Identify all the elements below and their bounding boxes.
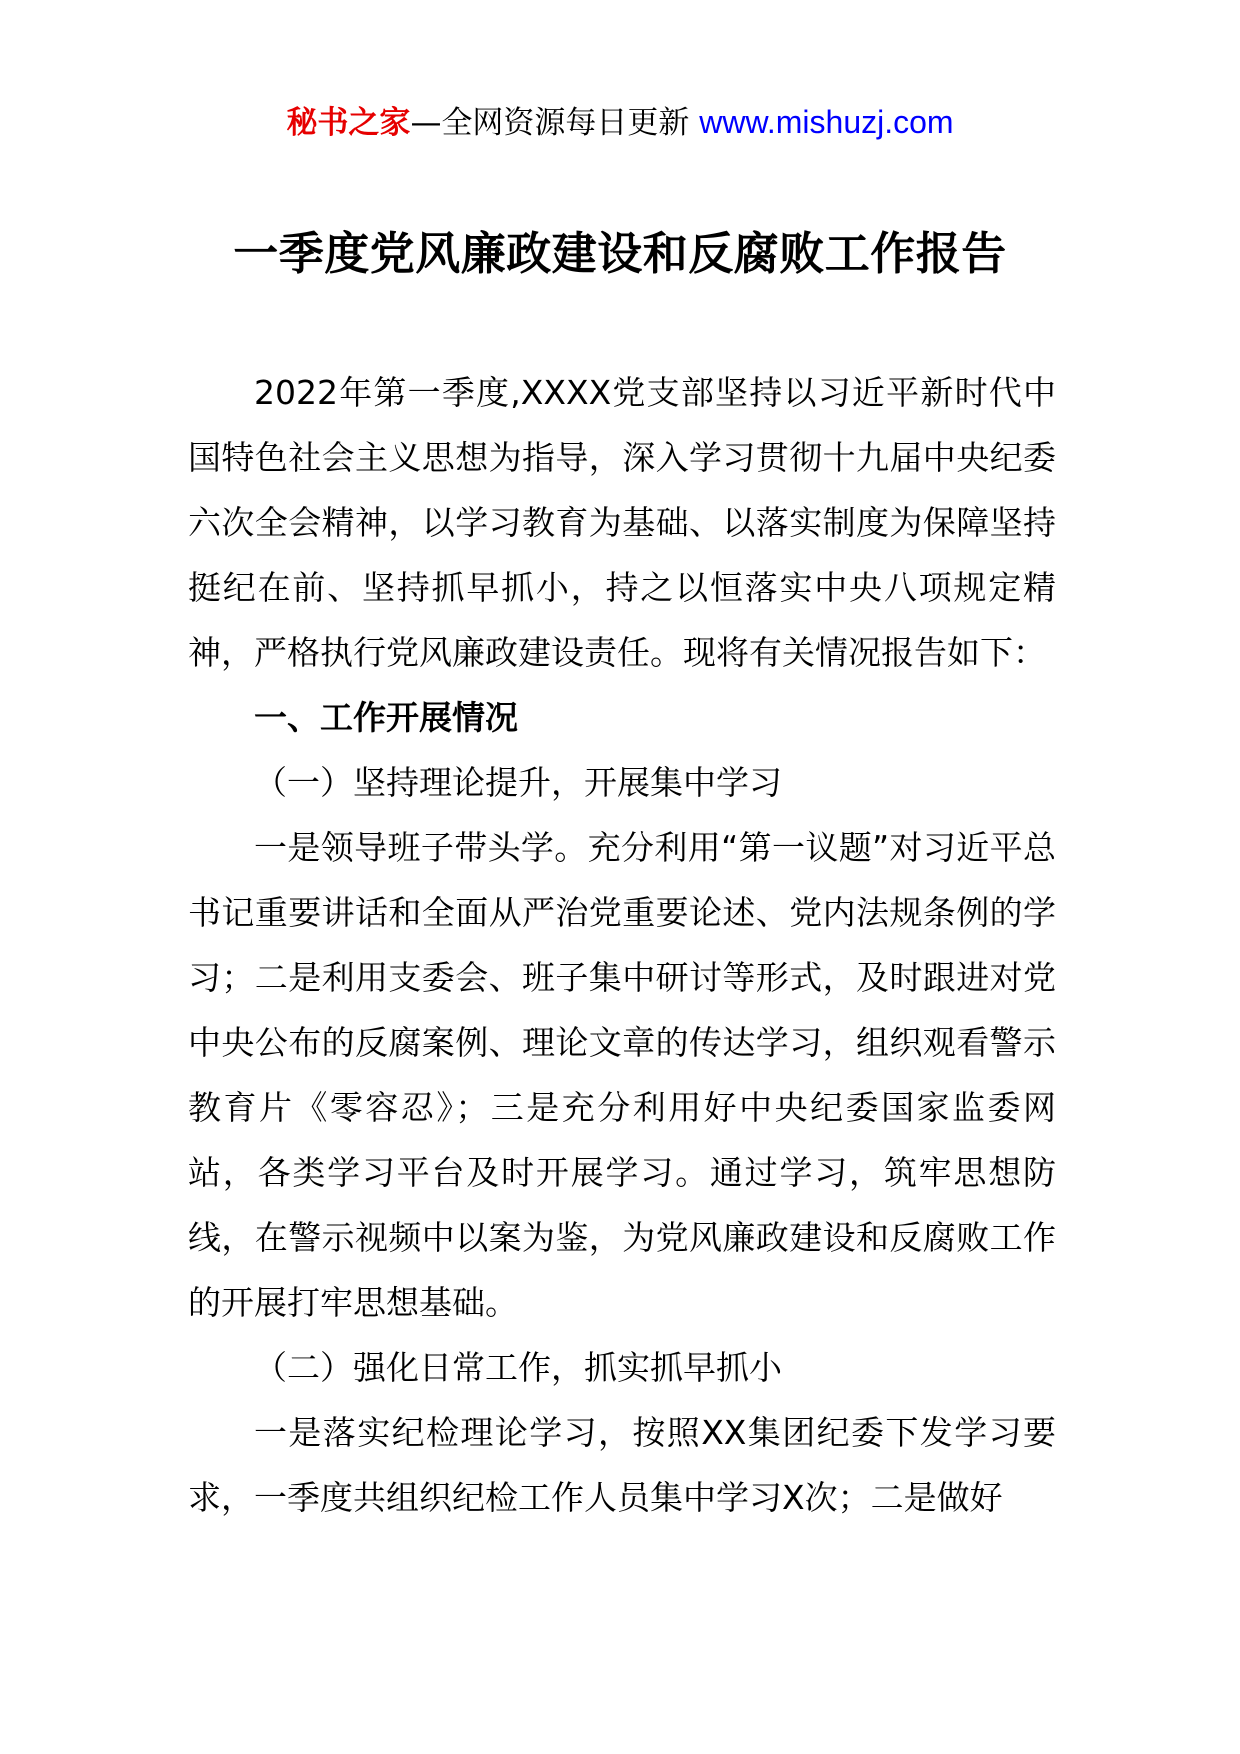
body-paragraph-1: 一是领导班子带头学。充分利用“第一议题”对习近平总书记重要讲话和全面从严治党重要论述、党内法规条例的学习；二是利用支委会、班子集中研讨等形式，及时跟进对党中央公布的反腐案例、理论文章的传达学习，组织观看警示教育片《零容忍》；三是充分利用好中央纪委国家监委网站，各类学习平台及时开展学习。通过学习，筑牢思想防线，在警示视频中以案为鉴，为党风廉政建设和反腐败工作的开展打牢思想基础。	[188, 828, 1056, 1322]
banner-slogan: —全网资源每日更新	[410, 105, 690, 141]
document-title: 一季度党风廉政建设和反腐败工作报告	[233, 227, 1007, 280]
document-body	[188, 360, 1056, 1530]
intro-paragraph: 2022年第一季度,XXXX党支部坚持以习近平新时代中国特色社会主义思想为指导，深入学习贯彻十九届中央纪委六次全会精神，以学习教育为基础、以落实制度为保障坚持挺纪在前、坚持抓早抓小，持之以恒落实中央八项规定精神，严格执行党风廉政建设责任。现将有关情况报告如下：	[188, 373, 1056, 672]
banner-brand: 秘书之家	[286, 105, 411, 141]
site-banner	[0, 100, 1240, 145]
banner-url-link[interactable]: www.mishuzj.com	[699, 104, 954, 140]
subsection-heading-2: （二）强化日常工作，抓实抓早抓小	[254, 1348, 782, 1387]
section-heading-1: 一、工作开展情况	[254, 698, 518, 737]
body-paragraph-2: 一是落实纪检理论学习，按照XX集团纪委下发学习要求，一季度共组织纪检工作人员集中学习X次；二是做好	[188, 1413, 1056, 1517]
subsection-heading-1: （一）坚持理论提升，开展集中学习	[254, 763, 782, 802]
